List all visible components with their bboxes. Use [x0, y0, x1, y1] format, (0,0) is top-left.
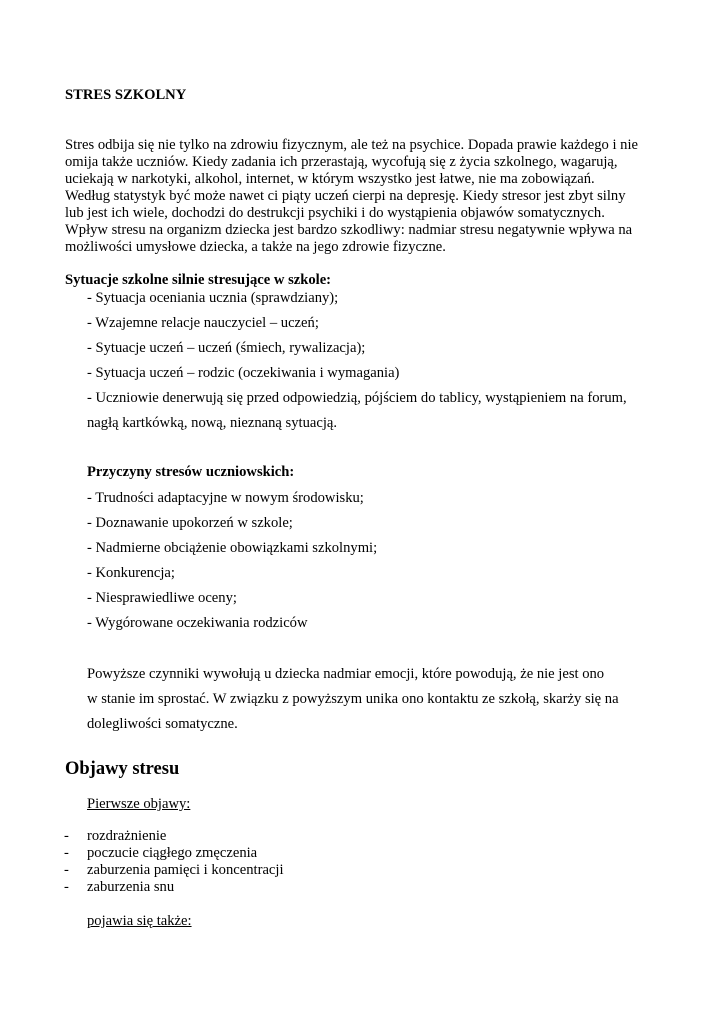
cause-item: - Niesprawiedliwe oceny;	[87, 590, 237, 606]
summary-line: dolegliwości somatyczne.	[87, 716, 238, 732]
bullet-dash: -	[64, 879, 69, 895]
intro-line: uciekają w narkotyki, alkohol, internet, w którym wszystko jest łatwe, nie ma zobowiązań.	[65, 171, 595, 187]
situation-item: - Uczniowie denerwują się przed odpowiedzią, pójściem do tablicy, wystąpieniem na forum,	[87, 390, 627, 406]
cause-item: - Doznawanie upokorzeń w szkole;	[87, 515, 293, 531]
intro-line: omija także uczniów. Kiedy zadania ich przerastają, wycofują się z życia szkolnego, wagarują,	[65, 154, 618, 170]
symptom-item: zaburzenia snu	[87, 879, 175, 895]
bullet-dash: -	[64, 828, 69, 844]
also-symptoms-label: pojawia się także:	[87, 913, 192, 929]
bullet-dash: -	[64, 845, 69, 861]
bullet-dash: -	[64, 862, 69, 878]
summary-line: Powyższe czynniki wywołują u dziecka nadmiar emocji, które powodują, że nie jest ono	[87, 666, 605, 682]
first-symptoms-label: Pierwsze objawy:	[87, 796, 191, 812]
cause-item: - Konkurencja;	[87, 565, 175, 581]
symptoms-heading: Objawy stresu	[65, 759, 180, 779]
cause-item: - Wygórowane oczekiwania rodziców	[87, 615, 308, 631]
situation-item: - Sytuacja oceniania ucznia (sprawdziany);	[87, 290, 339, 306]
intro-line: Według statystyk być może nawet ci piąty uczeń cierpi na depresję. Kiedy stresor jest zbyt silny	[65, 188, 626, 204]
situations-heading: Sytuacje szkolne silnie stresujące w szkole:	[65, 272, 332, 288]
intro-line: lub jest ich wiele, dochodzi do destrukcji psychiki i do wystąpienia objawów somatycznych.	[65, 205, 605, 221]
causes-heading: Przyczyny stresów uczniowskich:	[87, 464, 295, 480]
symptom-item: poczucie ciągłego zmęczenia	[87, 845, 258, 861]
cause-item: - Trudności adaptacyjne w nowym środowisku;	[87, 490, 364, 506]
situation-item: - Wzajemne relacje nauczyciel – uczeń;	[87, 315, 319, 331]
situation-item: - Sytuacje uczeń – uczeń (śmiech, rywalizacja);	[87, 340, 366, 356]
intro-line: możliwości umysłowe dziecka, a także na jego zdrowie fizyczne.	[65, 239, 446, 255]
document-title: STRES SZKOLNY	[65, 87, 187, 103]
intro-line: Wpływ stresu na organizm dziecka jest bardzo szkodliwy: nadmiar stresu negatywnie wpływa na	[65, 222, 633, 238]
symptom-item: rozdrażnienie	[87, 828, 167, 844]
symptom-item: zaburzenia pamięci i koncentracji	[87, 862, 284, 878]
summary-line: w stanie im sprostać. W związku z powyższym unika ono kontaktu ze szkołą, skarży się na	[87, 691, 619, 707]
situation-item: - Sytuacja uczeń – rodzic (oczekiwania i wymagania)	[87, 365, 400, 381]
situation-item: nagłą kartkówką, nową, nieznaną sytuacją.	[87, 415, 338, 431]
intro-line: Stres odbija się nie tylko na zdrowiu fizycznym, ale też na psychice. Dopada prawie każdego i nie	[65, 137, 639, 153]
cause-item: - Nadmierne obciążenie obowiązkami szkolnymi;	[87, 540, 378, 556]
